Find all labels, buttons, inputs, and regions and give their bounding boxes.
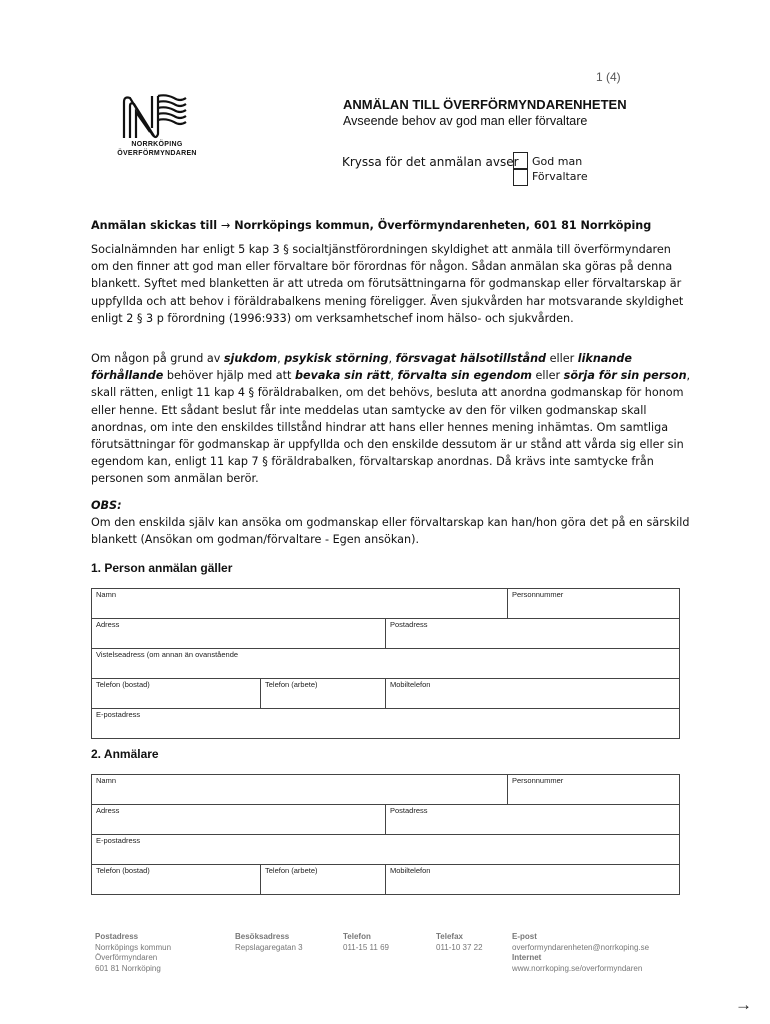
- person-phone-work-field[interactable]: Telefon (arbete): [261, 679, 386, 709]
- person-email-field[interactable]: E-postadress: [92, 709, 680, 739]
- footer-visit: [235, 932, 303, 953]
- reporter-name-field[interactable]: Namn: [92, 775, 508, 805]
- person-form: [91, 588, 680, 739]
- person-phone-home-field[interactable]: Telefon (bostad): [92, 679, 261, 709]
- checkbox-god-man[interactable]: [513, 152, 528, 169]
- send-to-prefix: Anmälan skickas till: [91, 219, 218, 232]
- section-2-title: 2. Anmälare: [91, 747, 159, 761]
- footer-post-line-3: 601 81 Norrköping: [95, 963, 161, 973]
- reporter-phone-home-field[interactable]: Telefon (bostad): [92, 865, 261, 895]
- form-title: ANMÄLAN TILL ÖVERFÖRMYNDARENHETEN: [343, 97, 627, 112]
- checkbox-god-man-label: God man: [532, 155, 583, 168]
- logo-line-1: NORRKÖPING: [131, 141, 183, 148]
- norrkoping-logo: [122, 94, 188, 140]
- footer-fax-heading: Telefax: [436, 932, 463, 941]
- section-1-title: 1. Person anmälan gäller: [91, 561, 233, 575]
- logo-text: [112, 140, 202, 158]
- send-to-line: [91, 219, 651, 232]
- person-mobile-field[interactable]: Mobiltelefon: [386, 679, 680, 709]
- next-page-arrow-icon[interactable]: →: [735, 995, 752, 1014]
- reporter-address-field[interactable]: Adress: [92, 805, 386, 835]
- checkbox-forvaltare-label: Förvaltare: [532, 170, 588, 183]
- footer-internet-link[interactable]: www.norrkoping.se/overformyndaren: [512, 963, 643, 973]
- person-visiting-address-field[interactable]: Vistelseadress (om annan än ovanstående: [92, 649, 680, 679]
- footer-phone-line: 011-15 11 69: [343, 942, 389, 952]
- page-number: 1 (4): [596, 70, 621, 84]
- send-to-address: Norrköpings kommun, Överförmyndarenheten, 601 81 Norrköping: [234, 219, 652, 232]
- footer-phone: [343, 932, 389, 953]
- footer-fax-line: 011-10 37 22: [436, 942, 483, 952]
- footer-phone-heading: Telefon: [343, 932, 371, 941]
- footer-visit-line: Repslagaregatan 3: [235, 942, 303, 952]
- conditions-paragraph: Om någon på grund av sjukdom, psykisk störning, försvagat hälsotillstånd eller liknande förhållande behöver hjälp med att bevaka sin rätt, förvalta sin egendom eller sörja för sin person, skall rätten, enligt 11 kap 4 § föräldrabalken, om det behövs, besluta att anordna godmanskap för honom eller henne. Ett sådant beslut får inte meddelas utan samtycke av den för vilken godmanskap skall anordnas, om inte den enskildes tillstånd hindrar att hans eller hennes mening inhämtas. Om samtliga förutsättningar för godmanskap är uppfyllda och den enskilde dessutom är ur stånd att vårda sig eller sin egendom kan, enligt 11 kap 7 § föräldrabalken, förvaltarskap anordnas. Då krävs inte samtycke från personen som anmälan berör.: [91, 352, 691, 486]
- person-name-field[interactable]: Namn: [92, 589, 508, 619]
- reporter-postaddress-field[interactable]: Postadress: [386, 805, 680, 835]
- obs-heading: OBS:: [91, 499, 122, 512]
- footer-email-heading: E-post: [512, 932, 537, 941]
- arrow-right-icon: →: [220, 219, 231, 232]
- checkbox-forvaltare[interactable]: [513, 169, 528, 186]
- reporter-personnummer-field[interactable]: Personnummer: [508, 775, 680, 805]
- purpose-label: Kryssa för det anmälan avser: [342, 155, 519, 169]
- reporter-form: [91, 774, 680, 895]
- footer-post: [95, 932, 171, 974]
- person-address-field[interactable]: Adress: [92, 619, 386, 649]
- intro-paragraph: Socialnämnden har enligt 5 kap 3 § socialtjänstförordningen skyldighet att anmäla till överförmyndaren om den finner att god man eller förvaltare bör förordnas för någon. Sådan anmälan ska göras på denna blankett. Syftet med blanketten är att utreda om förutsättningarna för godmanskap eller förvaltarskap är uppfyllda och att behov i föräldrabalkens mening föreligger. Även sjukvården har motsvarande skyldighet enligt 2 § 3 p förordning (1996:933) om verksamhetschef inom hälso- och sjukvården.: [91, 243, 684, 325]
- reporter-mobile-field[interactable]: Mobiltelefon: [386, 865, 680, 895]
- person-personnummer-field[interactable]: Personnummer: [508, 589, 680, 619]
- obs-text: Om den enskilda själv kan ansöka om godmanskap eller förvaltarskap kan han/hon göra det på en särskild blankett (Ansökan om godman/förvaltare - Egen ansökan).: [91, 516, 690, 547]
- reporter-email-field[interactable]: E-postadress: [92, 835, 680, 865]
- footer-email-link[interactable]: overformyndarenheten@norrkoping.se: [512, 942, 650, 952]
- logo-line-2: ÖVERFÖRMYNDAREN: [117, 150, 197, 157]
- footer-post-line-1: Norrköpings kommun: [95, 942, 172, 952]
- footer-email: [512, 932, 649, 974]
- form-subtitle: Avseende behov av god man eller förvaltare: [343, 114, 588, 128]
- footer-post-line-2: Överförmyndaren: [95, 953, 158, 962]
- footer-internet-heading: Internet: [512, 953, 542, 962]
- footer-fax: [436, 932, 483, 953]
- footer-visit-heading: Besöksadress: [235, 932, 290, 941]
- person-postaddress-field[interactable]: Postadress: [386, 619, 680, 649]
- reporter-phone-work-field[interactable]: Telefon (arbete): [261, 865, 386, 895]
- footer-post-heading: Postadress: [95, 932, 139, 941]
